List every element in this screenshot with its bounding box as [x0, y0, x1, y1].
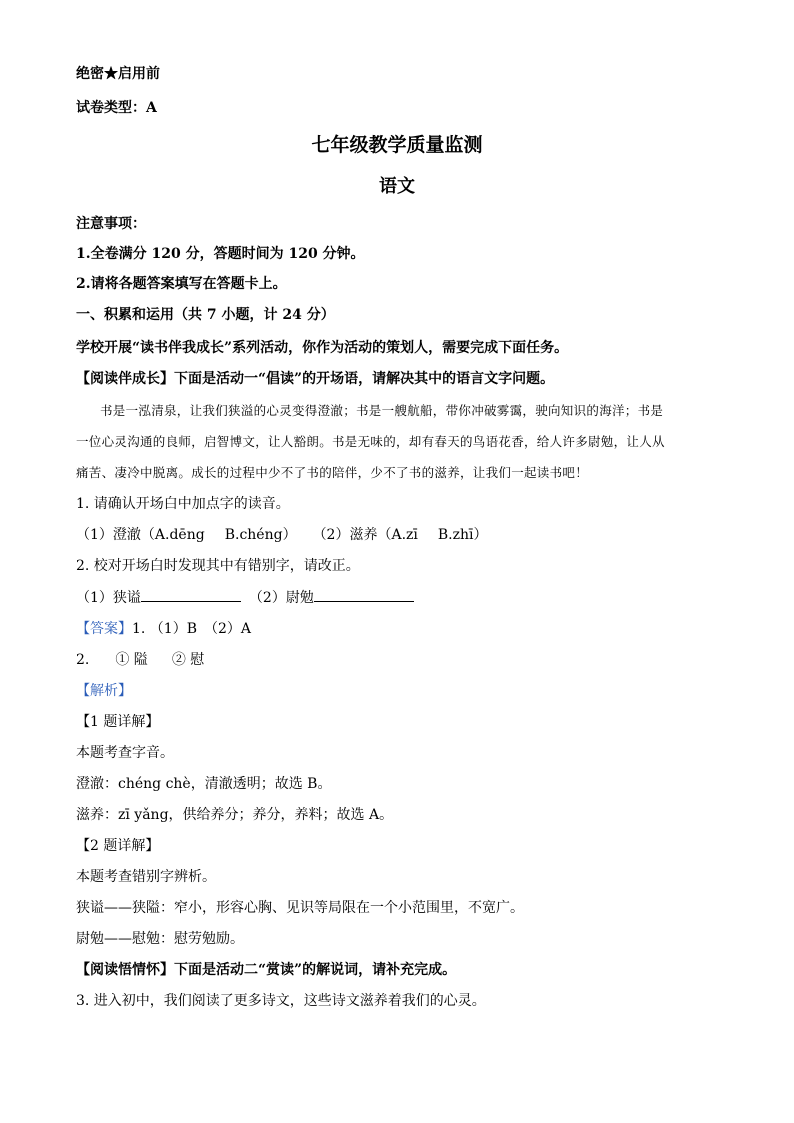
answer-line-1: [76, 619, 251, 639]
subject-title: 语文: [379, 176, 415, 197]
answer-2-part-1: ① 隘: [115, 652, 148, 668]
answer-2-part-2: ② 慰: [171, 652, 205, 668]
q1-option-1b: B.chéng）: [224, 527, 297, 543]
detail-1-heading: 【1 题详解】: [76, 714, 160, 730]
answer-label: 【答案】: [76, 621, 132, 637]
task-1-heading: 【阅读伴成长】下面是活动一“倡读”的开场语，请解决其中的语言文字问题。: [76, 371, 555, 387]
answer-1: 1. （1）B （2）A: [132, 621, 252, 637]
detail-1-line-1: 本题考查字音。: [76, 745, 174, 761]
answer-line-2: [76, 650, 204, 670]
q2-blank-2: [314, 587, 414, 602]
notice-heading: 注意事项：: [76, 216, 146, 232]
section-intro: 学校开展“读书伴我成长”系列活动，你作为活动的策划人，需要完成下面任务。: [76, 340, 569, 356]
analysis-label: 【解析】: [76, 683, 132, 699]
q1-option-2: （2）滋养（A.zī: [312, 527, 418, 543]
section-heading: 一、积累和运用（共 7 小题，计 24 分）: [76, 307, 335, 323]
question-2-blanks: [76, 587, 422, 608]
q1-option-2b: B.zhī）: [437, 527, 488, 543]
question-3: 3. 进入初中，我们阅读了更多诗文，这些诗文滋养着我们的心灵。: [76, 993, 486, 1009]
passage-line-1: 书是一泓清泉，让我们狭溢的心灵变得澄澈；书是一艘航船，带你冲破雾霭，驶向知识的海洋；书是: [100, 403, 664, 418]
notice-item-1: 1.全卷满分 120 分，答题时间为 120 分钟。: [76, 246, 365, 262]
detail-1-line-2: 澄澈：chéng chè，清澈透明；故选 B。: [76, 776, 332, 792]
detail-2-line-3: 尉勉——慰勉：慰劳勉励。: [76, 931, 244, 947]
detail-1-line-3: 滋养：zī yǎng，供给养分；养分，养料；故选 A。: [76, 807, 394, 823]
passage-line-3: 痛苦、凄冷中脱离。成长的过程中少不了书的陪伴，少不了书的滋养，让我们一起读书吧！: [76, 465, 589, 480]
detail-2-line-2: 狭谥——狭隘：窄小，形容心胸、见识等局限在一个小范围里，不宽广。: [76, 900, 524, 916]
notice-item-2: 2.请将各题答案填写在答题卡上。: [76, 276, 287, 292]
passage-line-2: 一位心灵沟通的良师，启智博文，让人豁朗。书是无味的，却有春天的鸟语花香，给人许多尉勉，让人从: [76, 434, 665, 449]
task-2-heading: 【阅读悟情怀】下面是活动二“赏读”的解说词，请补充完成。: [76, 962, 457, 978]
q2-blank-1-label: （1）狭谥: [76, 590, 141, 606]
question-2: 2. 校对开场白时发现其中有错别字，请改正。: [76, 558, 360, 574]
page-title: 七年级教学质量监测: [311, 134, 483, 156]
detail-2-line-1: 本题考查错别字辨析。: [76, 869, 216, 885]
secret-label: 绝密★启用前: [76, 66, 160, 82]
q2-blank-1: [141, 587, 241, 602]
question-1-options: [76, 525, 488, 545]
question-1: 1. 请确认开场白中加点字的读音。: [76, 496, 290, 512]
paper-type: 试卷类型：A: [76, 100, 157, 116]
q1-option-1: （1）澄澈（A.dēng: [76, 527, 205, 543]
detail-2-heading: 【2 题详解】: [76, 838, 160, 854]
q2-blank-2-label: （2）尉勉: [248, 590, 314, 606]
answer-2-number: 2.: [76, 652, 90, 668]
